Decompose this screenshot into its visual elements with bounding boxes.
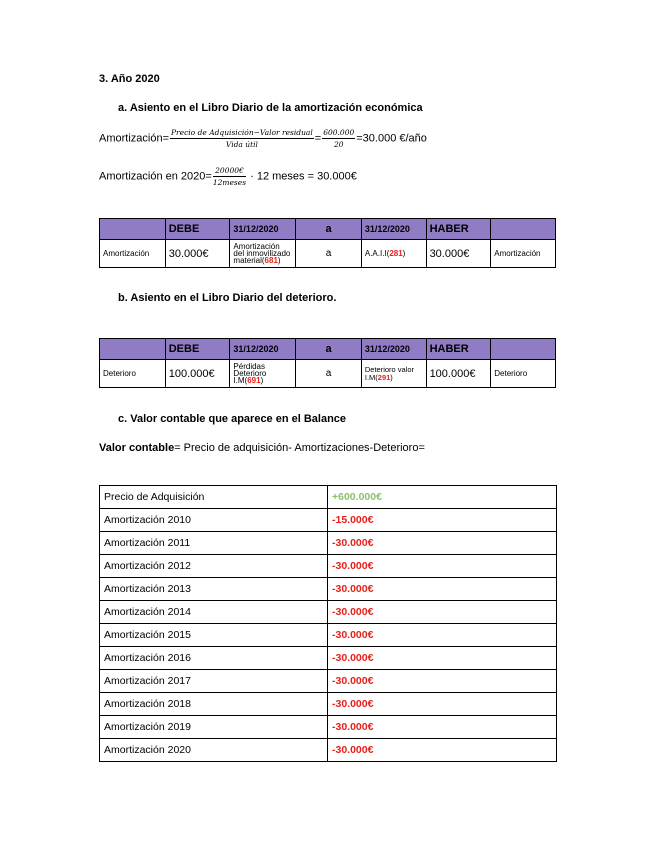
account-close: ) <box>390 372 393 382</box>
table-row <box>100 670 557 693</box>
account-code: 691 <box>247 376 261 385</box>
balance-value: +600.000€ <box>328 486 557 509</box>
table-row <box>100 693 557 716</box>
valor-contable-formula <box>99 442 425 454</box>
balance-label: Precio de Adquisición <box>100 486 328 509</box>
balance-table-body <box>100 486 557 762</box>
formula1-fraction <box>170 128 314 149</box>
formula2-fraction <box>213 166 246 187</box>
balance-value: -30.000€ <box>328 601 557 624</box>
account-code: 281 <box>389 249 403 258</box>
table-row <box>100 532 557 555</box>
header-debe: DEBE <box>165 339 230 360</box>
header-haber: HABER <box>426 219 491 240</box>
row-debe: 100.000€ <box>165 360 230 388</box>
account-name: Deterioro valor I.M( <box>364 364 415 382</box>
table-row <box>100 716 557 739</box>
balance-label: Amortización 2018 <box>100 693 328 716</box>
account-name: Pérdidas Deterioro I.M( <box>233 362 267 385</box>
header-debe: DEBE <box>165 219 230 240</box>
header-a: a <box>296 339 362 360</box>
valor-contable-rest: = Precio de adquisición- Amortizaciones-Deterioro= <box>174 442 425 454</box>
formula2-denominator: 12meses <box>212 178 247 187</box>
row-account-credit <box>361 240 426 268</box>
account-close: ) <box>277 256 281 265</box>
balance-value: -30.000€ <box>328 670 557 693</box>
account-close: ) <box>402 249 406 258</box>
row-concept: Amortización <box>100 240 166 268</box>
table-row <box>100 624 557 647</box>
row-concept-right: Amortización <box>491 240 556 268</box>
header-date: 31/12/2020 <box>361 339 426 360</box>
balance-value: -30.000€ <box>328 693 557 716</box>
balance-value: -30.000€ <box>328 532 557 555</box>
formula1-eq: = <box>314 132 322 145</box>
balance-value: -15.000€ <box>328 509 557 532</box>
header-cell <box>491 219 556 240</box>
balance-label: Amortización 2011 <box>100 532 328 555</box>
subtitle-c: c. Valor contable que aparece en el Balance <box>118 413 347 425</box>
subtitle-a: a. Asiento en el Libro Diario de la amortización económica <box>118 102 423 114</box>
table-row <box>100 647 557 670</box>
balance-label: Amortización 2020 <box>100 739 328 762</box>
row-concept-right: Deterioro <box>491 360 556 388</box>
row-account-debit <box>230 240 296 268</box>
row-a: a <box>296 360 362 388</box>
formula2-numerator: 20000€ <box>213 166 246 177</box>
balance-label: Amortización 2019 <box>100 716 328 739</box>
header-date: 31/12/2020 <box>230 339 296 360</box>
header-a: a <box>296 219 362 240</box>
row-account-credit <box>361 360 426 388</box>
table-row <box>100 601 557 624</box>
journal-table-deterioro <box>99 338 556 388</box>
journal-row <box>100 360 556 388</box>
row-a: a <box>296 240 362 268</box>
account-name: A.A.I.I( <box>364 249 390 258</box>
row-debe: 30.000€ <box>165 240 230 268</box>
journal-table-amortizacion <box>99 218 556 268</box>
account-code: 681 <box>264 256 278 265</box>
row-concept: Deterioro <box>100 360 166 388</box>
table-row <box>100 555 557 578</box>
balance-value: -30.000€ <box>328 739 557 762</box>
valor-contable-label: Valor contable <box>99 442 175 454</box>
header-cell <box>100 339 166 360</box>
subtitle-b: b. Asiento en el Libro Diario del deterioro. <box>118 292 337 304</box>
balance-table <box>99 485 557 762</box>
formula2-lhs: Amortización en 2020= <box>99 170 212 183</box>
row-haber: 100.000€ <box>426 360 491 388</box>
balance-label: Amortización 2010 <box>100 509 328 532</box>
balance-value: -30.000€ <box>328 716 557 739</box>
balance-value: -30.000€ <box>328 578 557 601</box>
balance-value: -30.000€ <box>328 647 557 670</box>
formula1-result: =30.000 €/año <box>356 132 427 145</box>
table-row <box>100 509 557 532</box>
formula1-numerator: Precio de Adquisición−Valor residual <box>171 128 313 137</box>
journal-header-row <box>100 339 556 360</box>
header-cell <box>100 219 166 240</box>
balance-value: -30.000€ <box>328 624 557 647</box>
formula1-numerator2: 600.000 <box>323 128 355 137</box>
balance-label: Amortización 2014 <box>100 601 328 624</box>
header-cell <box>491 339 556 360</box>
account-code: 291 <box>377 372 391 382</box>
formula-amortizacion-2020 <box>99 166 357 187</box>
header-haber: HABER <box>426 339 491 360</box>
formula1-fraction2 <box>322 128 355 149</box>
balance-label: Amortización 2012 <box>100 555 328 578</box>
row-haber: 30.000€ <box>426 240 491 268</box>
table-row <box>100 486 557 509</box>
header-date: 31/12/2020 <box>361 219 426 240</box>
balance-label: Amortización 2015 <box>100 624 328 647</box>
row-account-debit <box>230 360 296 388</box>
journal-row <box>100 240 556 268</box>
balance-label: Amortización 2016 <box>100 647 328 670</box>
balance-label: Amortización 2017 <box>100 670 328 693</box>
header-date: 31/12/2020 <box>230 219 296 240</box>
formula1-denominator2: 20 <box>333 140 344 149</box>
table-row <box>100 739 557 762</box>
table-row <box>100 578 557 601</box>
balance-value: -30.000€ <box>328 555 557 578</box>
balance-label: Amortización 2013 <box>100 578 328 601</box>
formula1-denominator: Vida útil <box>225 140 258 149</box>
section-title: 3. Año 2020 <box>99 73 160 85</box>
formula-amortizacion <box>99 128 427 149</box>
formula1-lhs: Amortización= <box>99 132 170 145</box>
account-close: ) <box>260 376 264 385</box>
journal-header-row <box>100 219 556 240</box>
formula2-rest: · 12 meses = 30.000€ <box>250 170 357 183</box>
account-name: Amortización del inmovilizado material( <box>233 242 291 265</box>
